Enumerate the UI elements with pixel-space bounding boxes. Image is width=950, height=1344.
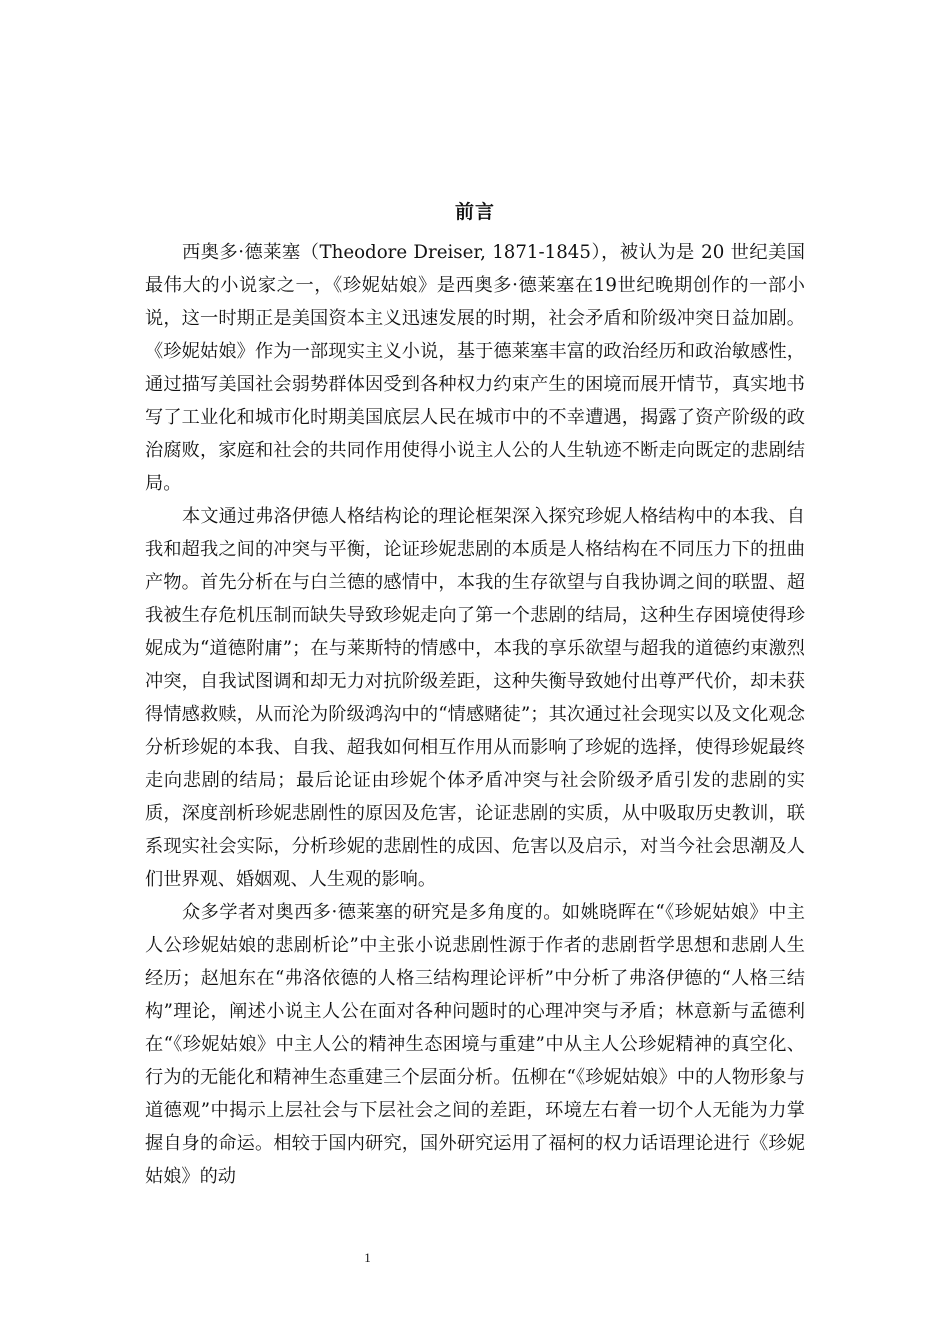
paragraph-literature: 众多学者对奥西多·德莱塞的研究是多角度的。如姚晓晖在“《珍妮姑娘》中主人公珍妮姑娘的悲剧析论”中主张小说悲剧性源于作者的悲剧哲学思想和悲剧人生经历；赵旭东在“弗洛依德的人格三结构理论评析”中分析了弗洛伊德的“人格三结构”理论，阐述小说主人公在面对各种问题时的心理冲突与矛盾；林意新与孟德利在“《珍妮姑娘》中主人公的精神生态困境与重建”中从主人公珍妮精神的真空化、行为的无能化和精神生态重建三个层面分析。伍柳在“《珍妮姑娘》中的人物形象与道德观”中揭示上层社会与下层社会之间的差距，环境左右着一切个人无能为力掌握自身的命运。相较于国内研究，国外研究运用了福柯的权力话语理论进行《珍妮姑娘》的动 [145,902,805,1187]
paragraph-intro: 西奥多·德莱塞（Theodore Dreiser, 1871-1845），被认为是 20 世纪美国最伟大的小说家之一，《珍妮姑娘》是西奥多·德莱塞在19世纪晚期创作的一部小说，这一时期正是美国资本主义迅速发展的时期，社会矛盾和阶级冲突日益加剧。《珍妮姑娘》作为一部现实主义小说，基于德莱塞丰富的政治经历和政治敏感性，通过描写美国社会弱势群体因受到各种权力约束产生的困境而展开情节，真实地书写了工业化和城市化时期美国底层人民在城市中的不幸遭遇，揭露了资产阶级的政治腐败，家庭和社会的共同作用使得小说主人公的人生轨迹不断走向既定的悲剧结局。 [145,242,805,494]
paragraph-method: 本文通过弗洛伊德人格结构论的理论框架深入探究珍妮人格结构中的本我、自我和超我之间的冲突与平衡，论证珍妮悲剧的本质是人格结构在不同压力下的扭曲产物。首先分析在与白兰德的感情中，本我的生存欲望与自我协调之间的联盟、超我被生存危机压制而缺失导致珍妮走向了第一个悲剧的结局，这种生存困境使得珍妮成为“道德附庸”；在与莱斯特的情感中，本我的享乐欲望与超我的道德约束激烈冲突，自我试图调和却无力对抗阶级差距，这种失衡导致她付出尊严代价，却未获得情感救赎，从而沦为阶级鸿沟中的“情感赌徒”；其次通过社会现实以及文化观念分析珍妮的本我、自我、超我如何相互作用从而影响了珍妮的选择，使得珍妮最终走向悲剧的结局；最后论证由珍妮个体矛盾冲突与社会阶级矛盾引发的悲剧的实质，深度剖析珍妮悲剧性的原因及危害，论证悲剧的实质，从中吸取历史教训，联系现实社会实际，分析珍妮的悲剧性的成因、危害以及启示，对当今社会思潮及人们世界观、婚姻观、人生观的影响。 [145,506,805,890]
body-text [145,236,805,1193]
page-number: 1 [364,1250,371,1265]
section-title: 前言 [454,201,495,223]
